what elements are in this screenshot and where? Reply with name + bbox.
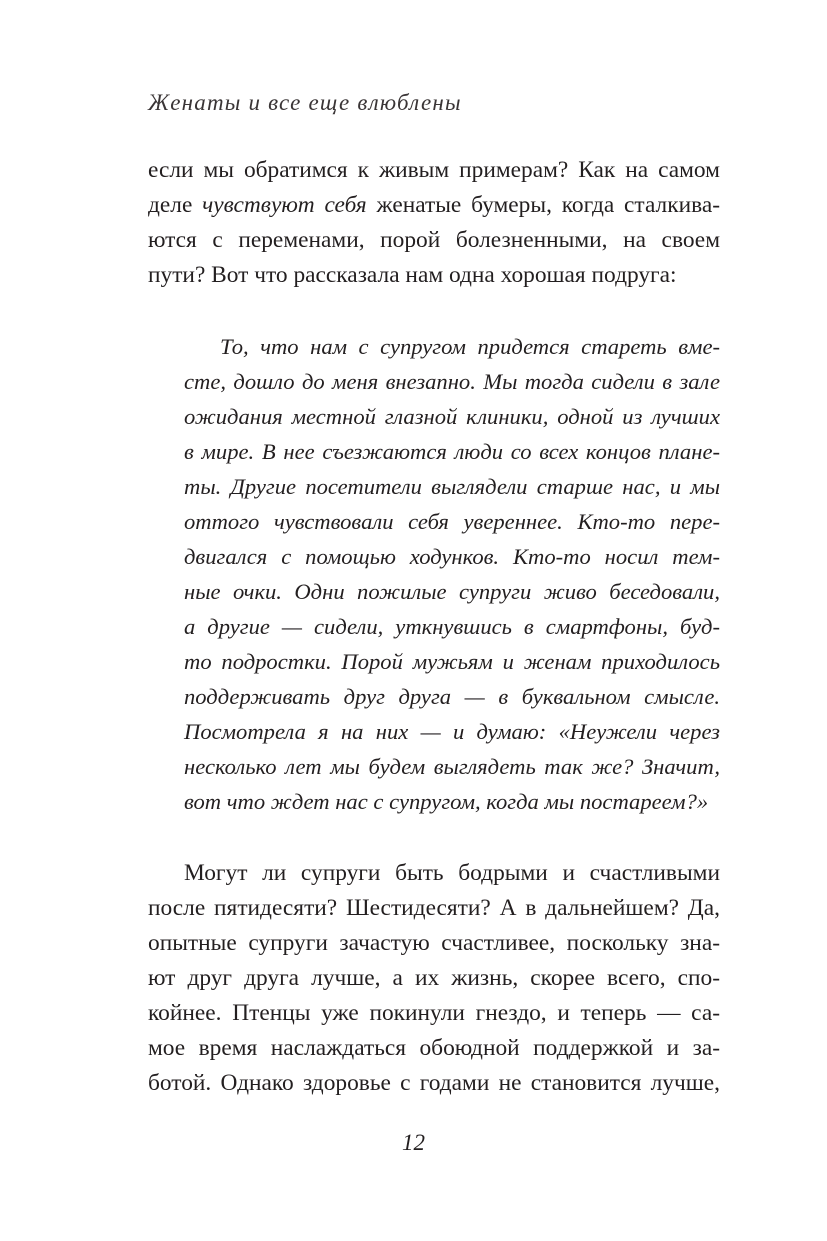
text-line: ют друг друга лучше, а их жизнь, скорее всего, спо- bbox=[148, 965, 720, 991]
text-run: женатые бумеры, когда сталкива- bbox=[366, 192, 720, 218]
quote-line: ты. Другие посетители выглядели старше нас, и мы bbox=[184, 474, 720, 499]
quote-line: несколько лет мы будем выглядеть так же? Значит, bbox=[184, 754, 720, 779]
text-line: ются с переменами, порой болезненными, на своем bbox=[148, 227, 720, 253]
text-line: мое время наслаждаться обоюдной поддержкой и за- bbox=[148, 1035, 720, 1061]
quote-line: сте, дошло до меня внезапно. Мы тогда сидели в зале bbox=[184, 369, 720, 394]
text-line: койнее. Птенцы уже покинули гнездо, и теперь — са- bbox=[148, 1000, 720, 1026]
text-line: Могут ли супруги быть бодрыми и счастливыми bbox=[184, 860, 720, 886]
quote-line: в мире. В нее съезжаются люди со всех концов плане- bbox=[184, 439, 720, 464]
quote-line: ные очки. Одни пожилые супруги живо беседовали, bbox=[184, 579, 720, 604]
quote-line: ожидания местной глазной клиники, одной из лучших bbox=[184, 404, 720, 429]
quote-line: поддерживать друг друга — в буквальном смысле. bbox=[184, 684, 720, 709]
quote-line: оттого чувствовали себя увереннее. Кто-то пере- bbox=[184, 509, 720, 534]
text-line: пути? Вот что рассказала нам одна хорошая подруга: bbox=[148, 262, 677, 288]
quote-line: а другие — сидели, уткнувшись в смартфоны, буд- bbox=[184, 614, 720, 639]
quote-line: вот что ждет нас с супругом, когда мы постареем?» bbox=[184, 789, 709, 814]
text-line bbox=[148, 188, 720, 223]
text-line: опытные супруги зачастую счастливее, поскольку зна- bbox=[148, 930, 720, 956]
running-title: Женаты и все еще влюблены bbox=[148, 90, 462, 115]
text-line: ботой. Однако здоровье с годами не становится лучше, bbox=[148, 1070, 720, 1096]
text-line: после пятидесяти? Шестидесяти? А в дальнейшем? Да, bbox=[148, 895, 720, 921]
text-line: если мы обратимся к живым примерам? Как на самом bbox=[148, 157, 720, 183]
quote-line: Посмотрела я на них — и думаю: «Неужели через bbox=[184, 719, 720, 744]
emphasis-text: чувствуют себя bbox=[202, 192, 367, 218]
quote-line: двигался с помощью ходунков. Кто-то носил тем- bbox=[184, 544, 720, 569]
text-run: деле bbox=[148, 192, 203, 218]
quote-line: То, что нам с супругом придется стареть вме- bbox=[220, 334, 720, 359]
page-number: 12 bbox=[402, 1130, 425, 1155]
quote-line: то подростки. Порой мужьям и женам приходилось bbox=[184, 649, 720, 674]
